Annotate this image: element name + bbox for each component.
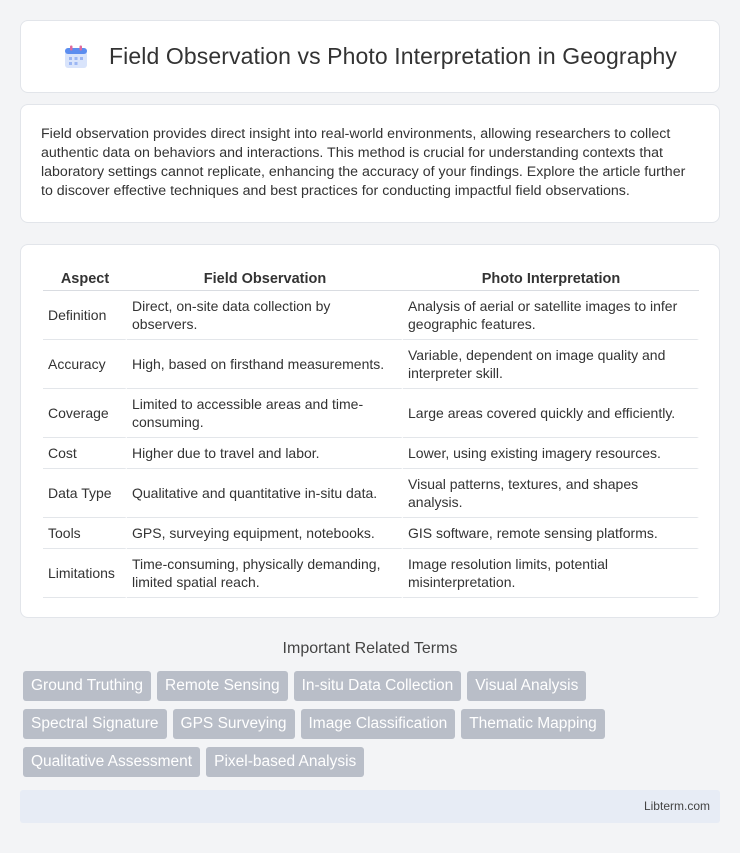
photo-cell: GIS software, remote sensing platforms. (403, 518, 699, 549)
header-photo-interpretation: Photo Interpretation (403, 265, 699, 291)
comparison-table (43, 265, 699, 598)
intro-text: Field observation provides direct insight into real-world environments, allowing researchers to collect authentic data on behaviors and interactions. This method is crucial for understanding contexts that laboratory settings cannot replicate, enhancing the accuracy of your findings. Explore the article further to discover effective techniques and best practices for conducting impactful field observations. (41, 126, 686, 199)
tag-thematic-mapping[interactable]: Thematic Mapping (461, 709, 605, 739)
related-terms-tags (23, 671, 723, 777)
table-row (43, 438, 699, 469)
photo-cell: Large areas covered quickly and efficiently. (403, 389, 699, 438)
footer-site-link[interactable]: Libterm.com (643, 799, 710, 813)
aspect-cell: Limitations (43, 549, 127, 598)
table-row (43, 291, 699, 340)
aspect-cell: Cost (43, 438, 127, 469)
tag-image-classification[interactable]: Image Classification (301, 709, 456, 739)
table-row (43, 518, 699, 549)
photo-cell: Visual patterns, textures, and shapes analysis. (403, 469, 699, 518)
tag-ground-truthing[interactable]: Ground Truthing (23, 671, 151, 701)
photo-cell: Analysis of aerial or satellite images to infer geographic features. (403, 291, 699, 340)
table-header-row (43, 265, 699, 291)
table-row (43, 389, 699, 438)
calendar-icon (63, 44, 89, 70)
tag-in-situ-data-collection[interactable]: In-situ Data Collection (294, 671, 462, 701)
field-cell: Limited to accessible areas and time-consuming. (127, 389, 403, 438)
aspect-cell: Coverage (43, 389, 127, 438)
aspect-cell: Data Type (43, 469, 127, 518)
tag-spectral-signature[interactable]: Spectral Signature (23, 709, 167, 739)
table-row (43, 549, 699, 598)
tag-qualitative-assessment[interactable]: Qualitative Assessment (23, 747, 200, 777)
comparison-table-card (20, 244, 720, 618)
header-aspect: Aspect (43, 265, 127, 291)
tag-gps-surveying[interactable]: GPS Surveying (173, 709, 295, 739)
tag-remote-sensing[interactable]: Remote Sensing (157, 671, 288, 701)
related-terms-title: Important Related Terms (282, 640, 458, 657)
table-row (43, 340, 699, 389)
table-row (43, 469, 699, 518)
field-cell: Direct, on-site data collection by observers. (127, 291, 403, 340)
aspect-cell: Tools (43, 518, 127, 549)
tag-pixel-based-analysis[interactable]: Pixel-based Analysis (206, 747, 364, 777)
photo-cell: Variable, dependent on image quality and interpreter skill. (403, 340, 699, 389)
field-cell: Qualitative and quantitative in-situ data. (127, 469, 403, 518)
footer-bar (20, 790, 720, 823)
aspect-cell: Definition (43, 291, 127, 340)
field-cell: GPS, surveying equipment, notebooks. (127, 518, 403, 549)
page-title: Field Observation vs Photo Interpretation in Geography (109, 43, 677, 69)
photo-cell: Lower, using existing imagery resources. (403, 438, 699, 469)
photo-cell: Image resolution limits, potential misinterpretation. (403, 549, 699, 598)
field-cell: Higher due to travel and labor. (127, 438, 403, 469)
field-cell: High, based on firsthand measurements. (127, 340, 403, 389)
tag-visual-analysis[interactable]: Visual Analysis (467, 671, 586, 701)
header-field-observation: Field Observation (127, 265, 403, 291)
header-card (20, 20, 720, 93)
intro-card (20, 104, 720, 223)
aspect-cell: Accuracy (43, 340, 127, 389)
field-cell: Time-consuming, physically demanding, limited spatial reach. (127, 549, 403, 598)
